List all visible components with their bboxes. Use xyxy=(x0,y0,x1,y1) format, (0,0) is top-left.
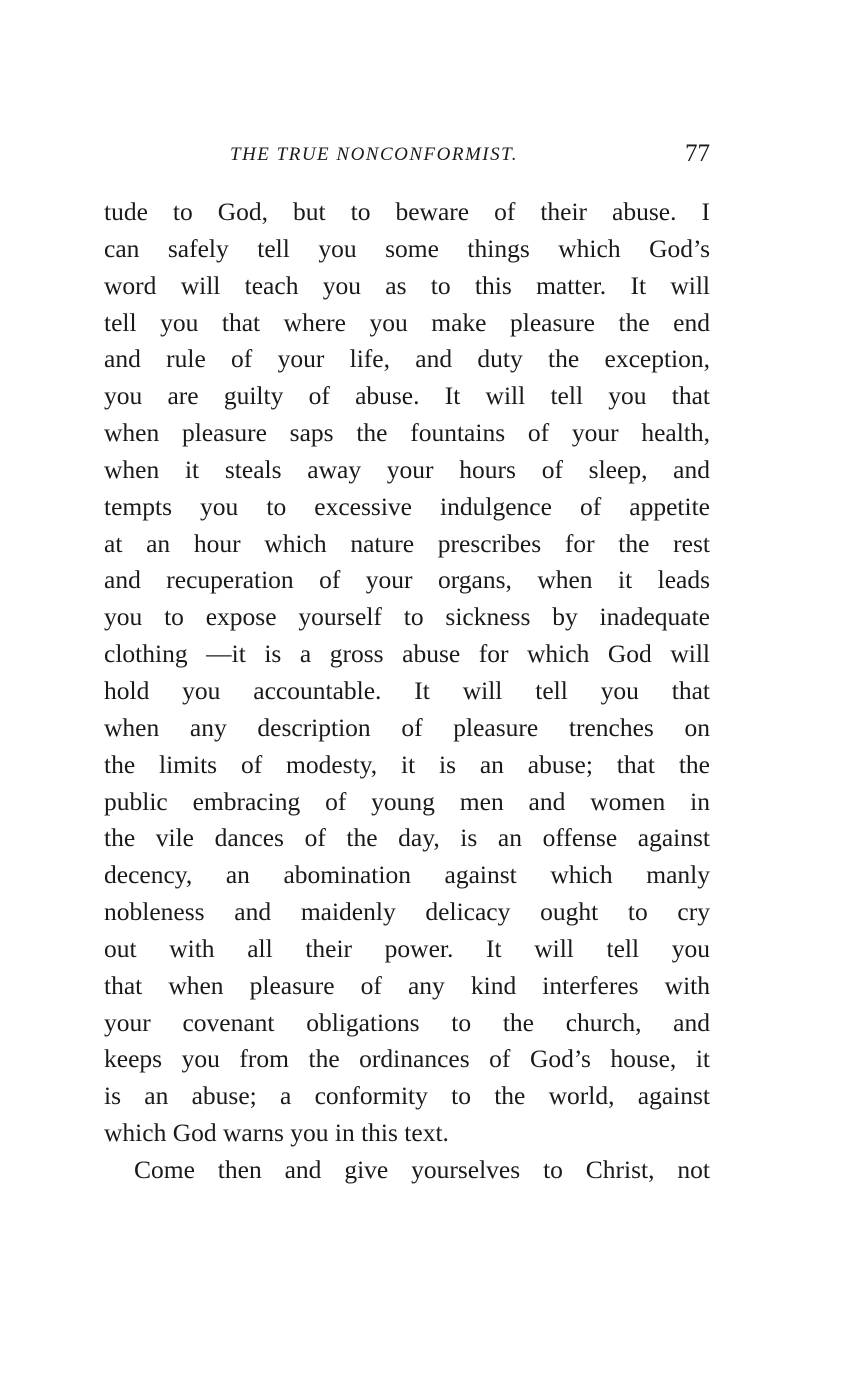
text-line: keeps you from the ordinances of God’s house, it xyxy=(104,1044,710,1074)
page-number: 77 xyxy=(685,140,710,167)
text-line: word will teach you as to this matter. It will xyxy=(104,270,710,300)
page-header xyxy=(104,140,710,174)
text-line: your covenant obligations to the church, and xyxy=(104,1007,710,1037)
text-line: out with all their power. It will tell you xyxy=(104,933,710,963)
text-line: you are guilty of abuse. It will tell you that xyxy=(104,381,710,411)
text-line: and rule of your life, and duty the exception, xyxy=(104,344,710,374)
text-line: when any description of pleasure trenches on xyxy=(104,712,710,742)
text-line: at an hour which nature prescribes for the rest xyxy=(104,528,710,558)
text-line: when it steals away your hours of sleep, and xyxy=(104,454,710,484)
text-line: can safely tell you some things which God’s xyxy=(104,233,710,263)
text-line: tude to God, but to beware of their abuse. I xyxy=(104,197,710,226)
running-title: THE TRUE NONCONFORMIST. xyxy=(230,144,519,165)
text-line: clothing —it is a gross abuse for which God will xyxy=(104,639,710,669)
text-line: public embracing of young men and women in xyxy=(104,786,710,816)
text-line: that when pleasure of any kind interferes with xyxy=(104,970,710,1000)
text-line: when pleasure saps the fountains of your health, xyxy=(104,418,710,448)
text-line: nobleness and maidenly delicacy ought to cry xyxy=(104,897,710,927)
paragraph-start-line: Come then and give yourselves to Christ, not xyxy=(134,1154,710,1184)
text-line: you to expose yourself to sickness by inadequate xyxy=(104,602,710,632)
body-text xyxy=(104,194,710,1189)
text-line: tell you that where you make pleasure the end xyxy=(104,307,710,337)
text-line: decency, an abomination against which manly xyxy=(104,860,710,890)
text-line: the limits of modesty, it is an abuse; that the xyxy=(104,749,710,779)
text-line: hold you accountable. It will tell you that xyxy=(104,675,710,705)
text-line: which God warns you in this text. xyxy=(104,1118,449,1148)
text-line: the vile dances of the day, is an offense against xyxy=(104,823,710,853)
text-line: tempts you to excessive indulgence of appetite xyxy=(104,491,710,521)
text-line: and recuperation of your organs, when it leads xyxy=(104,565,710,595)
text-line: is an abuse; a conformity to the world, against xyxy=(104,1081,710,1111)
